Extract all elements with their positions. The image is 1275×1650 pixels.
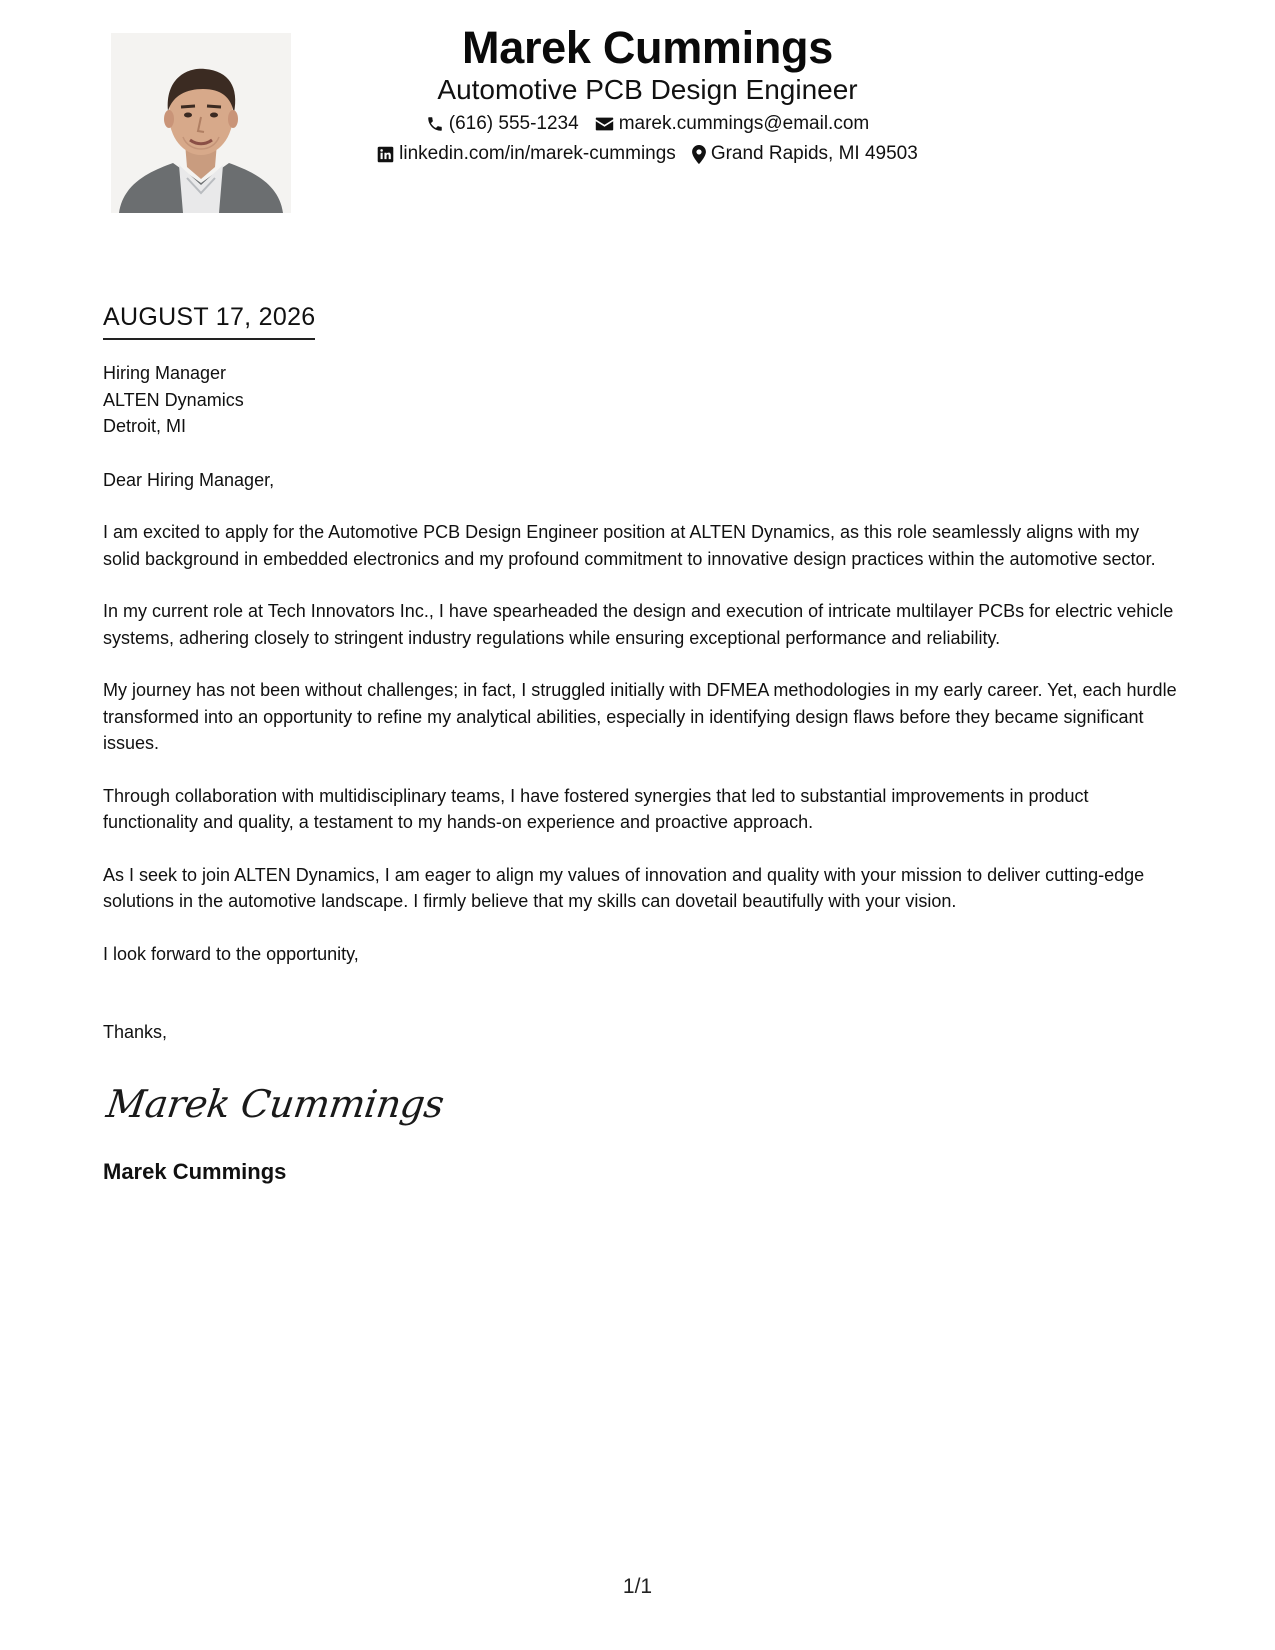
- location-text: Grand Rapids, MI 49503: [710, 143, 918, 164]
- recipient-company: ALTEN Dynamics: [103, 389, 244, 410]
- linkedin-contact[interactable]: [377, 142, 676, 166]
- email-text: marek.cummings@email.com: [618, 113, 870, 134]
- recipient-title: Hiring Manager: [103, 363, 227, 383]
- job-title: Automotive PCB Design Engineer: [437, 74, 858, 105]
- email-contact[interactable]: [595, 112, 870, 136]
- portrait-image: [111, 33, 291, 213]
- paragraph-5: As I seek to join ALTEN Dynamics, I am eager to align my values of innovation and quality with your mission to deliver cutting-edge solutions in the automotive landscape. I firmly believe that my skills can dovetail beautifully with your vision.: [103, 864, 1145, 911]
- handwritten-signature: Marek Cummings: [103, 1081, 447, 1126]
- paragraph-4: Through collaboration with multidisciplinary teams, I have fostered synergies that led to substantial improvements in product functionality and quality, a testament to my hands-on experience and proactive approach.: [103, 785, 1089, 832]
- envelope-icon: [595, 116, 614, 132]
- closing-line: I look forward to the opportunity,: [103, 943, 359, 964]
- page-number: 1/1: [622, 1575, 653, 1598]
- contact-row-2: [300, 142, 995, 166]
- linkedin-icon: [377, 146, 394, 163]
- paragraph-3: My journey has not been without challenges; in fact, I struggled initially with DFMEA methodologies in my early career. Yet, each hurdle transformed into an opportunity to refine my analytical abilities, especially in identifying design flaws before they became significant issues.: [103, 680, 1177, 753]
- recipient-location: Detroit, MI: [103, 416, 187, 436]
- location-contact: [692, 142, 918, 166]
- resume-header: [300, 22, 995, 166]
- letter-body: [103, 360, 1178, 1186]
- contact-row-1: [300, 112, 995, 136]
- paragraph-1: I am excited to apply for the Automotive PCB Design Engineer position at ALTEN Dynamics, as this role seamlessly aligns with my solid background in embedded electronics and my profound commitment to innovative design practices within the automotive sector.: [103, 522, 1156, 569]
- phone-text: (616) 555-1234: [448, 113, 579, 134]
- linkedin-text: linkedin.com/in/marek-cummings: [399, 143, 676, 164]
- map-pin-icon: [692, 145, 706, 164]
- phone-contact[interactable]: [426, 112, 579, 136]
- profile-photo: [111, 33, 291, 213]
- paragraph-2: In my current role at Tech Innovators Inc., I have spearheaded the design and execution of intricate multilayer PCBs for electric vehicle systems, adhering closely to stringent industry regulations while ensuring exceptional performance and reliability.: [103, 601, 1174, 648]
- signer-name: Marek Cummings: [103, 1158, 287, 1184]
- phone-icon: [426, 115, 444, 133]
- salutation: Dear Hiring Manager,: [103, 469, 275, 490]
- applicant-name: Marek Cummings: [462, 22, 833, 73]
- recipient-block: [103, 360, 1178, 440]
- letter-date: AUGUST 17, 2026: [103, 302, 315, 340]
- signoff: Thanks,: [103, 1022, 168, 1042]
